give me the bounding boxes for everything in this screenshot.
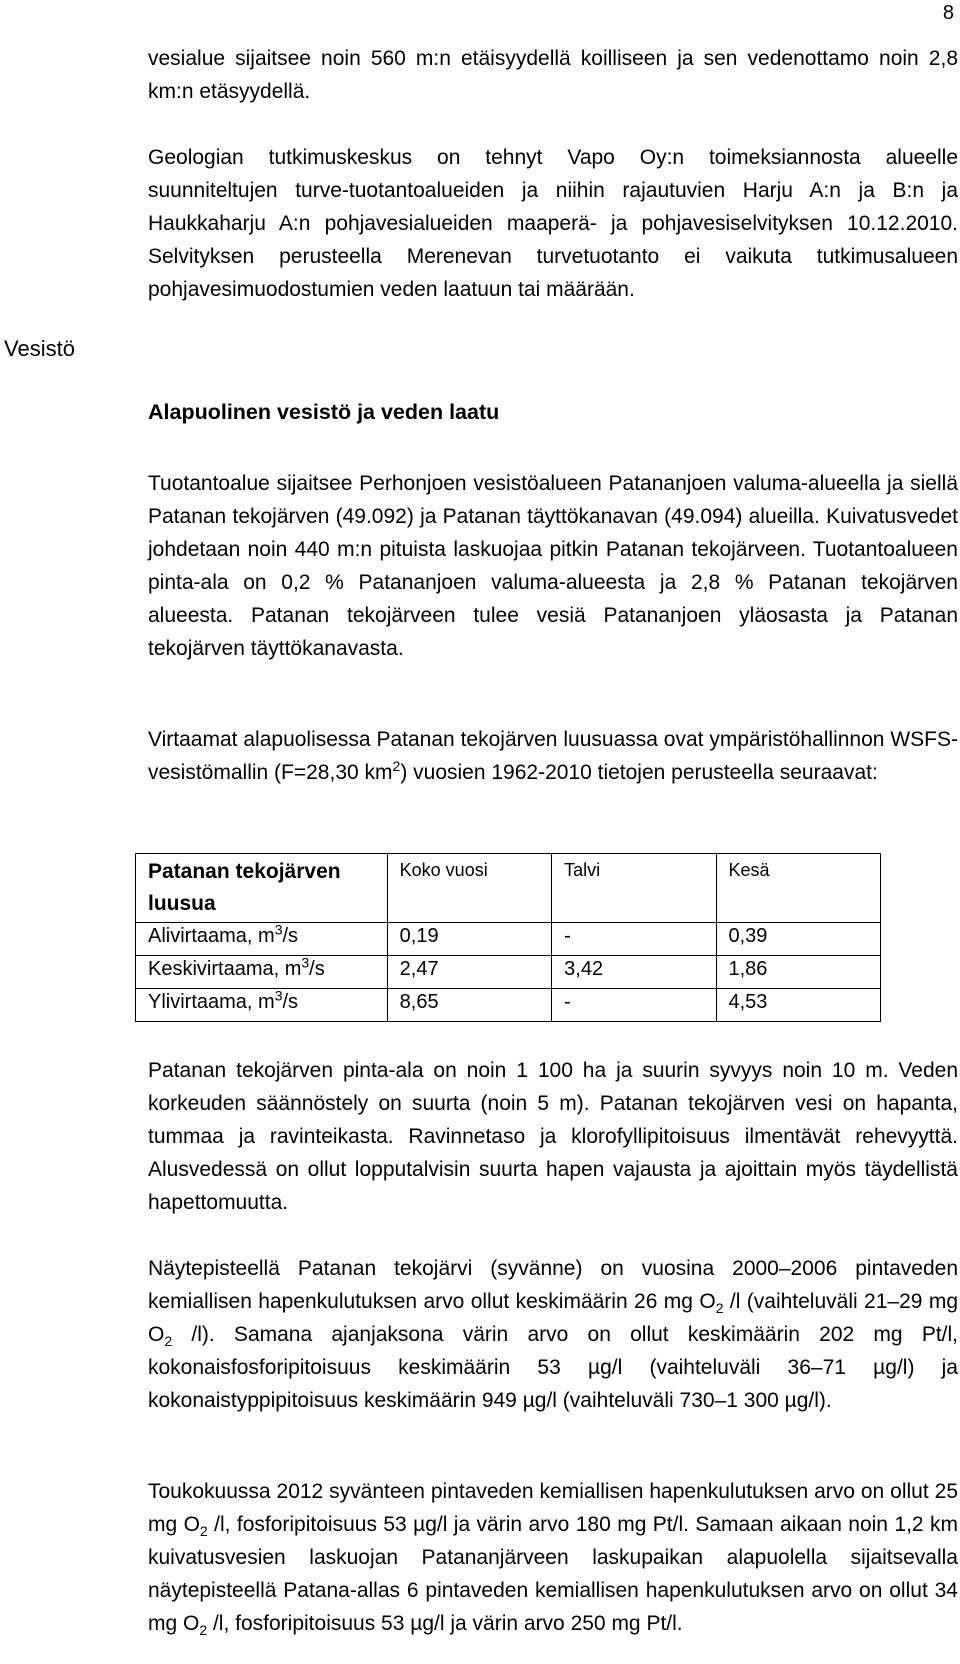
subscript: 2 [715,1300,724,1317]
table-row-label [136,923,388,956]
table-header-cell: Talvi [552,854,716,923]
paragraph-7-text-a: Toukokuussa 2012 syvänteen pintaveden kemiallisen hapenkulutuksen arvo on ollut 25 mg O [148,1480,958,1536]
subheading: Alapuolinen vesistö ja veden laatu [148,400,500,424]
table-cell: 0,39 [716,923,881,956]
subscript: 2 [199,1622,208,1639]
paragraph-6-text-b: /l (vaihteluväli 21–29 mg O [148,1290,959,1346]
table-cell: - [552,989,716,1022]
superscript: 3 [274,921,283,938]
row-label-text: Keskivirtaama, m [148,958,302,980]
row-label-unit: /s [309,958,325,980]
paragraph-4-text-b: ) vuosien 1962-2010 tietojen perusteella seuraavat: [400,761,878,784]
paragraph-7 [148,1475,958,1640]
table-row [136,923,881,956]
table-header-row [136,854,881,923]
superscript: 3 [301,954,310,971]
table-cell: 1,86 [716,956,881,989]
section-heading-vesisto: Vesistö [4,336,75,361]
paragraph-6-text-a: Näytepisteellä Patanan tekojärvi (syvänne) on vuosina 2000–2006 pintaveden kemiallisen hapenkulutuksen arvo ollut keskimäärin 26 mg O [148,1257,958,1313]
paragraph-5: Patanan tekojärven pinta-ala on noin 1 100 ha ja suurin syvyys noin 10 m. Veden korkeuden säännöstely on suurta (noin 5 m). Patanan tekojärven vesi on hapanta, tummaa ja ravinteikasta. Ravinnetaso ja klorofyllipitoisuus ilmentävät rehevyyttä. Alusvedessä on ollut lopputalvisin suurta hapen vajausta ja ajoittain myös täydellistä hapettomuutta. [148,1059,958,1214]
paragraph-7-text-b: /l, fosforipitoisuus 53 µg/l ja värin arvo 180 mg Pt/l. Samaan aikaan noin 1,2 km kuivatusvesien laskuojan Patananjärveen laskupaikan alapuolella sijaitsevalla näytepisteellä Patana-allas 6 pintaveden kemiallisen hapenkulutuksen arvo on ollut 34 mg O [148,1513,958,1635]
table-row [136,956,881,989]
table-cell: 4,53 [716,989,881,1022]
paragraph-7-text-c: /l, fosforipitoisuus 53 µg/l ja värin arvo 250 mg Pt/l. [207,1612,683,1635]
table-cell: 2,47 [387,956,552,989]
row-label-text: Alivirtaama, m [148,925,275,947]
paragraph-3: Tuotantoalue sijaitsee Perhonjoen vesistöalueen Patananjoen valuma-alueella ja siellä Patanan tekojärven (49.092) ja Patanan täyttökanavan (49.094) alueilla. Kuivatusvedet johdetaan noin 440 m:n pituista laskuojaa pitkin Patanan tekojärveen. Tuotantoalueen pinta-ala on 0,2 % Patananjoen valuma-alueesta ja 2,8 % Patanan tekojärven alueesta. Patanan tekojärveen tulee vesiä Patananjoen yläosasta ja Patanan tekojärven täyttökanavasta. [148,472,958,660]
subscript: 2 [164,1333,173,1350]
flow-table [135,853,881,1022]
table-header-cell: Patanan tekojärven luusua [136,854,388,923]
superscript: 2 [392,758,401,774]
table-cell: 8,65 [387,989,552,1022]
row-label-unit: /s [282,991,299,1013]
paragraph-2: Geologian tutkimuskeskus on tehnyt Vapo Oy:n toimeksiannosta alueelle suunniteltujen turve-tuotantoalueiden ja niihin rajautuvien Harju A:n ja B:n ja Haukkaharju A:n pohjavesialueiden maaperä- ja pohjavesiselvityksen 10.12.2010. Selvityksen perusteella Merenevan turvetuotanto ei vaikuta tutkimusalueen pohjavesimuodostumien veden laatuun tai määrään. [148,146,958,301]
paragraph-4-text-a: Virtaamat alapuolisessa Patanan tekojärven luusuassa ovat ympäristöhallinnon WSFS-vesistömallin (F=28,30 km [148,728,958,784]
table-row-label [136,956,388,989]
page-number: 8 [942,2,954,24]
table-cell: 0,19 [387,923,552,956]
table-header-cell: Koko vuosi [387,854,552,923]
table-header-cell: Kesä [716,854,881,923]
paragraph-6 [148,1252,958,1417]
table-row-label [136,989,388,1022]
superscript: 3 [274,987,283,1004]
table-cell: 3,42 [552,956,716,989]
row-label-unit: /s [282,925,299,947]
table-row [136,989,881,1022]
paragraph-6-text-c: /l). Samana ajanjaksona värin arvo on ollut keskimäärin 202 mg Pt/l, kokonaisfosforipitoisuus keskimäärin 53 µg/l (vaihteluväli 36–71 µg/l) ja kokonaistyppipitoisuus keskimäärin 949 µg/l (vaihteluväli 730–1 300 µg/l). [148,1323,958,1412]
subscript: 2 [199,1523,208,1540]
paragraph-4 [148,723,958,789]
row-label-text: Ylivirtaama, m [148,991,275,1013]
table-cell: - [552,923,716,956]
paragraph-1: vesialue sijaitsee noin 560 m:n etäisyydellä koilliseen ja sen vedenottamo noin 2,8 km:n etäsyydellä. [148,47,958,103]
